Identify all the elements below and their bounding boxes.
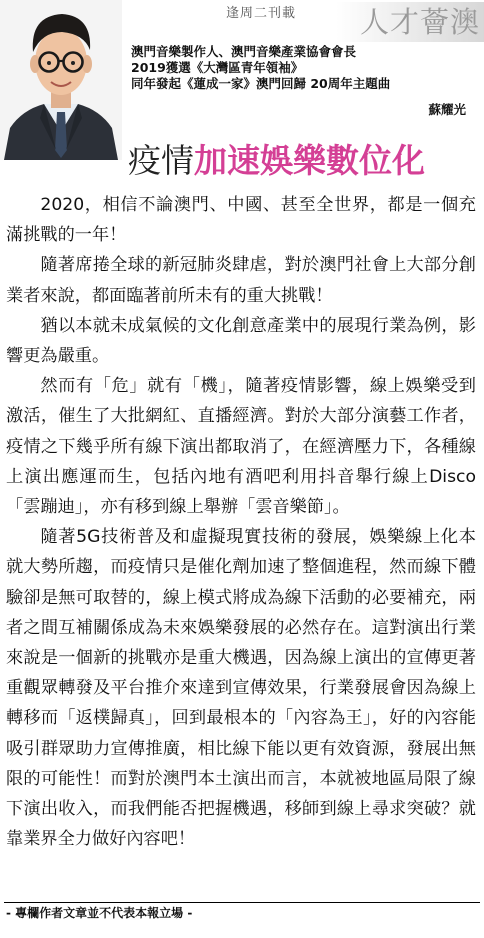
author-photo	[0, 0, 122, 160]
author-bio	[131, 44, 467, 92]
column-name-banner: 人才薈澳	[336, 2, 484, 42]
author-portrait-image	[0, 0, 122, 160]
article-paragraph: 隨著5G技術普及和虛擬現實技術的發展，娛樂線上化本就大勢所趨，而疫情只是催化劑加速了整個進程，然而線下體驗卻是無可取替的，線上模式將成為線下活動的必要補充，兩者之間互補關係成為未來娛樂發展的必然存在。這對演出行業來說是一個新的挑戰亦是重大機遇，因為線上演出的宣傳更著重觀眾轉發及平台推介來達到宣傳效果，行業發展會因為線上轉移而「返樸歸真」，回到最根本的「內容為王」，好的內容能吸引群眾助力宣傳推廣，相比線下能以更有效資源，發展出無限的可能性！而對於澳門本土演出而言，本就被地區局限了線下演出收入，而我們能否把握機遇，移師到線上尋求突破？就靠業界全力做好內容吧！	[6, 527, 476, 850]
article-body	[6, 190, 476, 854]
footer-divider	[4, 902, 480, 903]
headline-part-plain: 疫情	[128, 141, 194, 180]
article-paragraph: 2020，相信不論澳門、中國、甚至全世界，都是一個充滿挑戰的一年！	[6, 195, 476, 246]
column-schedule-tag: 逢周二刊載	[226, 6, 297, 21]
bio-line: 澳門音樂製作人、澳門音樂產業協會會長	[131, 44, 357, 59]
article-headline	[128, 138, 468, 184]
article-paragraph: 猶以本就未成氣候的文化創意產業中的展現行業為例，影響更為嚴重。	[6, 315, 476, 367]
bio-line: 同年發起《蓮成一家》澳門回歸 20周年主題曲	[131, 76, 391, 91]
bio-line: 2019獲選《大灣區青年領袖》	[131, 60, 304, 75]
headline-part-highlight: 加速娛樂數位化	[194, 141, 425, 180]
author-name: 蘇耀光	[428, 102, 466, 117]
footer-disclaimer: - 專欄作者文章並不代表本報立場 -	[6, 906, 193, 920]
article-paragraph: 然而有「危」就有「機」，隨著疫情影響，線上娛樂受到激活，催生了大批網紅、直播經濟。對於大部分演藝工作者，疫情之下幾乎所有線下演出都取消了，在經濟壓力下，各種線上演出應運而生，包括內地有酒吧利用抖音舉行線上Disco「雲蹦迪」，亦有移到線上舉辦「雲音樂節」。	[6, 376, 476, 518]
article-paragraph: 隨著席捲全球的新冠肺炎肆虐，對於澳門社會上大部分創業者來說，都面臨著前所未有的重大挑戰！	[6, 255, 476, 306]
